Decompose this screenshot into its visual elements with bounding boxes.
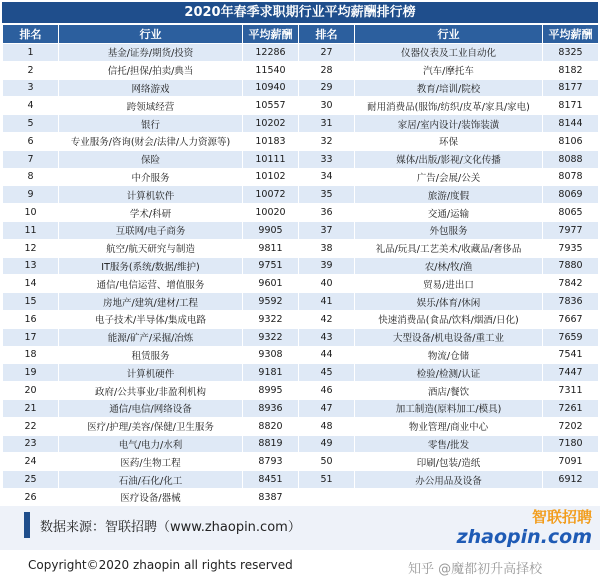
cell-salary-left: 9322 [243, 328, 299, 346]
cell-industry-right: 广告/会展/公关 [355, 168, 543, 186]
cell-industry-right: 耐用消费品(服饰/纺织/皮革/家具/家电) [355, 97, 543, 115]
cell-salary-left: 10020 [243, 204, 299, 222]
cell-rank-left: 20 [3, 382, 59, 400]
cell-rank-right: 30 [299, 97, 355, 115]
cell-industry-left: 中介服务 [59, 168, 243, 186]
cell-industry-right: 娱乐/体育/休闲 [355, 293, 543, 311]
cell-salary-left: 10183 [243, 132, 299, 150]
header-rank-left: 排名 [3, 25, 59, 44]
table-row [3, 346, 599, 364]
table-row [3, 97, 599, 115]
table-row [3, 204, 599, 222]
cell-rank-left: 13 [3, 257, 59, 275]
logo-english-text: zhaopin.com [456, 526, 592, 548]
cell-rank-right: 39 [299, 257, 355, 275]
cell-salary-left: 10072 [243, 186, 299, 204]
cell-rank-left: 6 [3, 132, 59, 150]
cell-industry-right: 快速消费品(食品/饮料/烟酒/日化) [355, 310, 543, 328]
logo-chinese-text: 智联招聘 [531, 508, 592, 526]
cell-salary-right: 8144 [543, 115, 599, 133]
cell-salary-left: 8936 [243, 399, 299, 417]
cell-industry-right: 环保 [355, 132, 543, 150]
cell-rank-right: 42 [299, 310, 355, 328]
table-row [3, 132, 599, 150]
cell-salary-right: 6912 [543, 471, 599, 489]
cell-industry-left: 医疗/护理/美容/保健/卫生服务 [59, 417, 243, 435]
cell-industry-left: 航空/航天研究与制造 [59, 239, 243, 257]
cell-rank-left: 7 [3, 150, 59, 168]
cell-industry-left: 网络游戏 [59, 79, 243, 97]
header-industry-right: 行业 [355, 25, 543, 44]
table-row [3, 257, 599, 275]
cell-rank-left: 5 [3, 115, 59, 133]
cell-industry-right: 酒店/餐饮 [355, 382, 543, 400]
cell-salary-right: 7311 [543, 382, 599, 400]
cell-salary-left: 10102 [243, 168, 299, 186]
cell-salary-left: 9751 [243, 257, 299, 275]
table-row [3, 435, 599, 453]
cell-rank-left: 19 [3, 364, 59, 382]
cell-industry-right: 农/林/牧/渔 [355, 257, 543, 275]
cell-salary-right: 7842 [543, 275, 599, 293]
cell-rank-left: 3 [3, 79, 59, 97]
table-row [3, 453, 599, 471]
cell-salary-right: 8065 [543, 204, 599, 222]
data-source-note: 数据来源：智联招聘（www.zhaopin.com） [40, 520, 301, 535]
cell-industry-right: 教育/培训/院校 [355, 79, 543, 97]
cell-industry-right: 零售/批发 [355, 435, 543, 453]
cell-industry-left: 银行 [59, 115, 243, 133]
cell-salary-right: 8182 [543, 61, 599, 79]
cell-industry-left: 政府/公共事业/非盈利机构 [59, 382, 243, 400]
cell-rank-right: 46 [299, 382, 355, 400]
cell-rank-right: 34 [299, 168, 355, 186]
cell-rank-right: 51 [299, 471, 355, 489]
zhaopin-logo [456, 506, 596, 550]
cell-rank-left: 23 [3, 435, 59, 453]
cell-rank-right: 37 [299, 221, 355, 239]
cell-rank-left: 18 [3, 346, 59, 364]
cell-rank-left: 14 [3, 275, 59, 293]
cell-salary-right: 7836 [543, 293, 599, 311]
source-accent-bar [24, 512, 30, 538]
cell-industry-left: 通信/电信/网络设备 [59, 399, 243, 417]
cell-rank-left: 1 [3, 44, 59, 62]
copyright-text: Copyright©2020 zhaopin all rights reserved [28, 558, 293, 572]
cell-rank-right: 27 [299, 44, 355, 62]
cell-rank-left: 9 [3, 186, 59, 204]
salary-ranking-table [2, 24, 599, 507]
cell-industry-left: 医疗设备/器械 [59, 488, 243, 506]
cell-industry-right: 媒体/出版/影视/文化传播 [355, 150, 543, 168]
cell-industry-right: 印刷/包装/造纸 [355, 453, 543, 471]
cell-industry-left: 医药/生物工程 [59, 453, 243, 471]
cell-industry-left: 电子技术/半导体/集成电路 [59, 310, 243, 328]
cell-rank-right: 50 [299, 453, 355, 471]
cell-salary-right: 8325 [543, 44, 599, 62]
cell-rank-right: 32 [299, 132, 355, 150]
table-row [3, 275, 599, 293]
cell-salary-right [543, 488, 599, 506]
cell-rank-left: 26 [3, 488, 59, 506]
table-row [3, 115, 599, 133]
cell-salary-right: 7659 [543, 328, 599, 346]
table-row [3, 61, 599, 79]
cell-salary-left: 9601 [243, 275, 299, 293]
cell-industry-left: 计算机硬件 [59, 364, 243, 382]
cell-salary-right: 8069 [543, 186, 599, 204]
cell-salary-left: 10940 [243, 79, 299, 97]
table-row [3, 417, 599, 435]
cell-rank-right: 36 [299, 204, 355, 222]
cell-industry-right [355, 488, 543, 506]
table-row [3, 488, 599, 506]
cell-industry-left: 信托/担保/拍卖/典当 [59, 61, 243, 79]
cell-salary-left: 9811 [243, 239, 299, 257]
cell-salary-left: 8793 [243, 453, 299, 471]
cell-salary-left: 11540 [243, 61, 299, 79]
cell-salary-right: 7541 [543, 346, 599, 364]
cell-salary-left: 10557 [243, 97, 299, 115]
table-row [3, 471, 599, 489]
cell-rank-right [299, 488, 355, 506]
header-rank-right: 排名 [299, 25, 355, 44]
cell-salary-right: 8078 [543, 168, 599, 186]
table-row [3, 44, 599, 62]
cell-industry-left: 租赁服务 [59, 346, 243, 364]
cell-salary-left: 8451 [243, 471, 299, 489]
cell-rank-left: 24 [3, 453, 59, 471]
cell-industry-left: 保险 [59, 150, 243, 168]
cell-salary-left: 9592 [243, 293, 299, 311]
cell-salary-right: 7202 [543, 417, 599, 435]
table-row [3, 221, 599, 239]
cell-industry-left: 通信/电信运营、增值服务 [59, 275, 243, 293]
cell-salary-left: 10202 [243, 115, 299, 133]
table-header-row [3, 25, 599, 44]
cell-industry-right: 仪器仪表及工业自动化 [355, 44, 543, 62]
header-industry-left: 行业 [59, 25, 243, 44]
table-row [3, 382, 599, 400]
table-row [3, 239, 599, 257]
cell-industry-left: 学术/科研 [59, 204, 243, 222]
cell-industry-right: 家居/室内设计/装饰装潢 [355, 115, 543, 133]
cell-rank-left: 2 [3, 61, 59, 79]
page-title: 2020年春季求职期行业平均薪酬排行榜 [2, 2, 598, 23]
cell-rank-right: 49 [299, 435, 355, 453]
cell-industry-right: 旅游/度假 [355, 186, 543, 204]
cell-industry-right: 礼品/玩具/工艺美术/收藏品/奢侈品 [355, 239, 543, 257]
cell-industry-right: 汽车/摩托车 [355, 61, 543, 79]
cell-rank-right: 28 [299, 61, 355, 79]
cell-rank-right: 38 [299, 239, 355, 257]
cell-rank-right: 45 [299, 364, 355, 382]
cell-industry-left: 互联网/电子商务 [59, 221, 243, 239]
cell-rank-right: 43 [299, 328, 355, 346]
cell-salary-left: 9181 [243, 364, 299, 382]
cell-salary-left: 10111 [243, 150, 299, 168]
cell-industry-right: 检验/检测/认证 [355, 364, 543, 382]
table-row [3, 79, 599, 97]
cell-rank-right: 47 [299, 399, 355, 417]
table-row [3, 399, 599, 417]
cell-salary-right: 7667 [543, 310, 599, 328]
cell-salary-right: 7935 [543, 239, 599, 257]
cell-salary-left: 9308 [243, 346, 299, 364]
cell-rank-left: 11 [3, 221, 59, 239]
cell-salary-right: 8106 [543, 132, 599, 150]
cell-industry-left: 基金/证券/期货/投资 [59, 44, 243, 62]
zhihu-watermark: 知乎 @魔都初升高择校 [408, 562, 543, 577]
cell-industry-left: 计算机软件 [59, 186, 243, 204]
cell-salary-right: 8088 [543, 150, 599, 168]
table-row [3, 328, 599, 346]
cell-rank-left: 25 [3, 471, 59, 489]
cell-salary-left: 12286 [243, 44, 299, 62]
cell-industry-right: 办公用品及设备 [355, 471, 543, 489]
table-row [3, 150, 599, 168]
cell-salary-right: 7261 [543, 399, 599, 417]
cell-industry-left: 能源/矿产/采掘/冶炼 [59, 328, 243, 346]
cell-rank-right: 35 [299, 186, 355, 204]
table-row [3, 293, 599, 311]
table-row [3, 364, 599, 382]
cell-rank-left: 10 [3, 204, 59, 222]
cell-salary-right: 7880 [543, 257, 599, 275]
header-salary-left: 平均薪酬 [243, 25, 299, 44]
cell-rank-right: 48 [299, 417, 355, 435]
table-row [3, 310, 599, 328]
cell-industry-left: 跨领域经营 [59, 97, 243, 115]
cell-rank-left: 17 [3, 328, 59, 346]
cell-salary-right: 7447 [543, 364, 599, 382]
cell-rank-left: 16 [3, 310, 59, 328]
cell-industry-right: 外包服务 [355, 221, 543, 239]
cell-salary-right: 7091 [543, 453, 599, 471]
cell-salary-left: 8995 [243, 382, 299, 400]
cell-industry-left: 房地产/建筑/建材/工程 [59, 293, 243, 311]
cell-industry-left: IT服务(系统/数据/维护) [59, 257, 243, 275]
cell-rank-right: 41 [299, 293, 355, 311]
cell-industry-left: 电气/电力/水利 [59, 435, 243, 453]
table-row [3, 168, 599, 186]
cell-rank-right: 40 [299, 275, 355, 293]
cell-rank-left: 22 [3, 417, 59, 435]
cell-salary-right: 8171 [543, 97, 599, 115]
header-salary-right: 平均薪酬 [543, 25, 599, 44]
cell-industry-left: 专业服务/咨询(财会/法律/人力资源等) [59, 132, 243, 150]
cell-industry-right: 贸易/进出口 [355, 275, 543, 293]
cell-industry-right: 交通/运输 [355, 204, 543, 222]
cell-salary-left: 8819 [243, 435, 299, 453]
cell-rank-left: 8 [3, 168, 59, 186]
cell-salary-left: 8387 [243, 488, 299, 506]
cell-industry-right: 大型设备/机电设备/重工业 [355, 328, 543, 346]
cell-salary-right: 7180 [543, 435, 599, 453]
cell-salary-left: 9322 [243, 310, 299, 328]
cell-rank-left: 21 [3, 399, 59, 417]
cell-salary-left: 9905 [243, 221, 299, 239]
cell-salary-right: 7977 [543, 221, 599, 239]
cell-industry-right: 加工制造(原料加工/模具) [355, 399, 543, 417]
cell-rank-left: 4 [3, 97, 59, 115]
cell-rank-right: 44 [299, 346, 355, 364]
cell-salary-right: 8177 [543, 79, 599, 97]
cell-rank-right: 29 [299, 79, 355, 97]
cell-industry-right: 物流/仓储 [355, 346, 543, 364]
cell-rank-right: 31 [299, 115, 355, 133]
cell-rank-right: 33 [299, 150, 355, 168]
table-row [3, 186, 599, 204]
cell-salary-left: 8820 [243, 417, 299, 435]
cell-industry-left: 石油/石化/化工 [59, 471, 243, 489]
cell-rank-left: 15 [3, 293, 59, 311]
cell-industry-right: 物业管理/商业中心 [355, 417, 543, 435]
cell-rank-left: 12 [3, 239, 59, 257]
